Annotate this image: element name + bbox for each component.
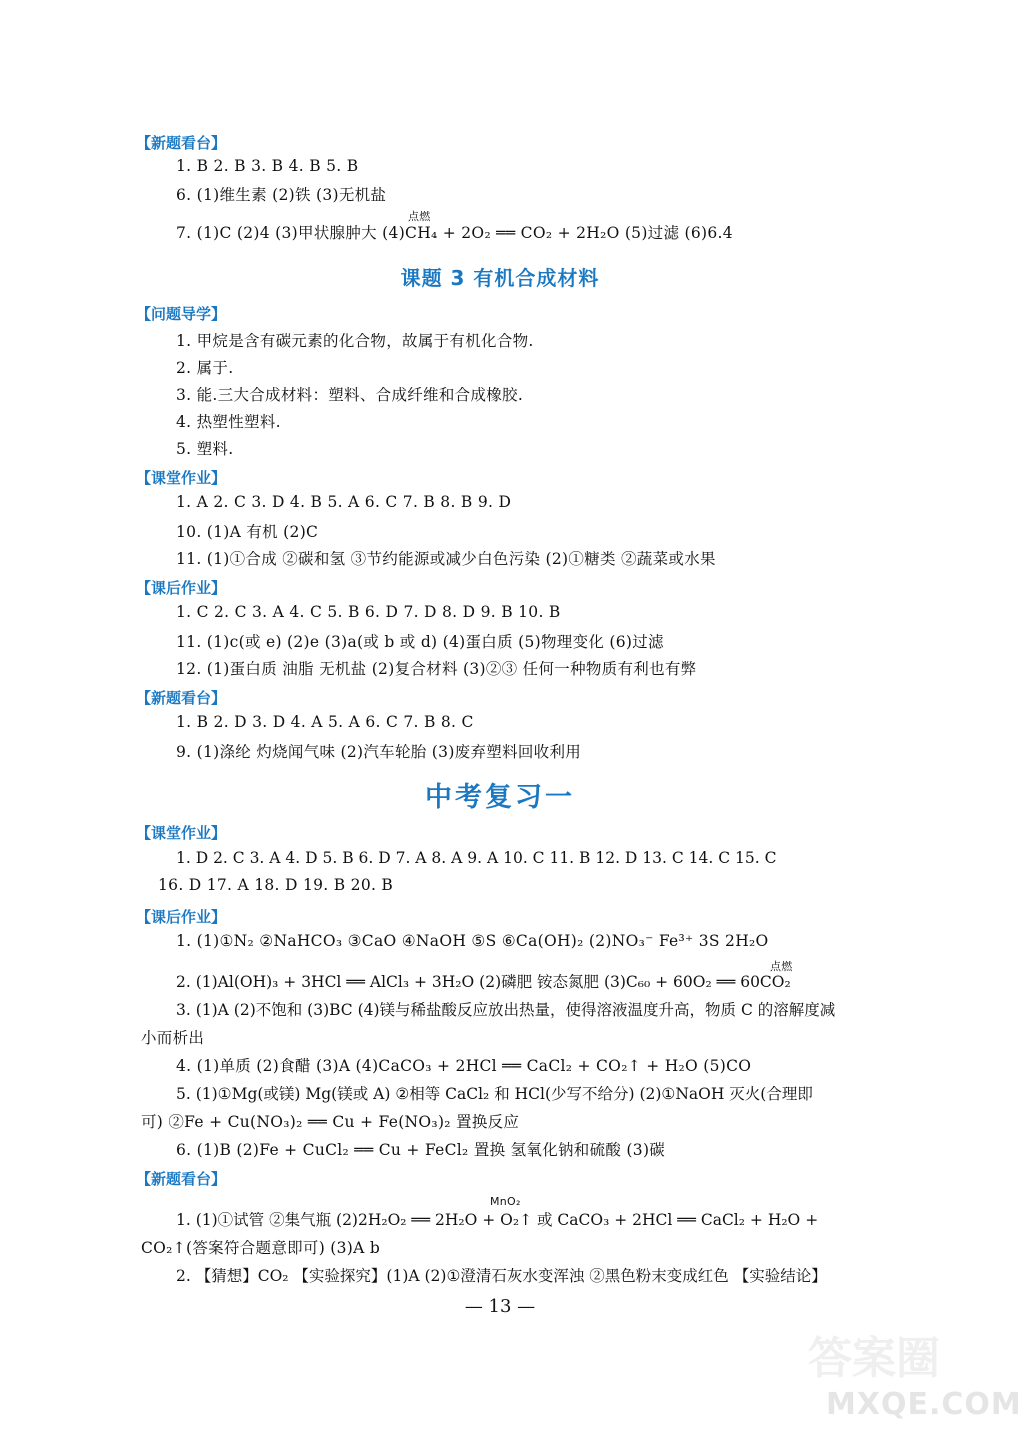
- lesson-title: 课题 3 有机合成材料: [400, 266, 600, 290]
- answer-line: 1. 甲烷是含有碳元素的化合物，故属于有机化合物.: [176, 332, 534, 350]
- answer-line: 1. B 2. D 3. D 4. A 5. A 6. C 7. B 8. C: [176, 713, 474, 731]
- section-tag: 【课堂作业】: [136, 824, 227, 842]
- answer-line: 6. (1)维生素 (2)铁 (3)无机盐: [176, 186, 387, 204]
- answer-line: 6. (1)B (2)Fe + CuCl₂ ══ Cu + FeCl₂ 置换 氢氧化钠和硫酸 (3)碳: [176, 1141, 666, 1159]
- answer-line: 1. (1)①N₂ ②NaHCO₃ ③CaO ④NaOH ⑤S ⑥Ca(OH)₂ (2)NO₃⁻ Fe³⁺ 3S 2H₂O: [176, 932, 769, 950]
- answer-line: 11. (1)①合成 ②碳和氢 ③节约能源或减少白色污染 (2)①糖类 ②蔬菜或水果: [176, 550, 716, 568]
- answer-line: 16. D 17. A 18. D 19. B 20. B: [158, 876, 394, 894]
- answer-line: 10. (1)A 有机 (2)C: [176, 523, 319, 541]
- section-tag: 【课后作业】: [136, 908, 227, 926]
- watermark-logo: [798, 1322, 1022, 1422]
- answer-line: CO₂↑(答案符合题意即可) (3)A b: [141, 1239, 381, 1257]
- answer-line: 11. (1)c(或 e) (2)e (3)a(或 b 或 d) (4)蛋白质 (5)物理变化 (6)过滤: [176, 633, 664, 651]
- answer-line: 2. (1)Al(OH)₃ + 3HCl ══ AlCl₃ + 3H₂O (2)磷肥 铵态氮肥 (3)C₆₀ + 60O₂ ══ 60CO₂: [176, 973, 791, 991]
- section-tag: 【新题看台】: [136, 1170, 227, 1188]
- section-tag: 【问题导学】: [136, 305, 227, 323]
- answer-line: 1. C 2. C 3. A 4. C 5. B 6. D 7. D 8. D 9. B 10. B: [176, 603, 561, 621]
- answer-line: 1. A 2. C 3. D 4. B 5. A 6. C 7. B 8. B 9. D: [176, 493, 512, 511]
- answer-line: 可) ②Fe + Cu(NO₃)₂ ══ Cu + Fe(NO₃)₂ 置换反应: [141, 1113, 520, 1131]
- answer-line: 1. D 2. C 3. A 4. D 5. B 6. D 7. A 8. A 9. A 10. C 11. B 12. D 13. C 14. C 15. C: [176, 849, 777, 867]
- answer-line: 3. 能.三大合成材料：塑料、合成纤维和合成橡胶.: [176, 386, 524, 404]
- section-tag: 【课堂作业】: [136, 469, 227, 487]
- answer-line: 4. (1)单质 (2)食醋 (3)A (4)CaCO₃ + 2HCl ══ CaCl₂ + CO₂↑ + H₂O (5)CO: [176, 1057, 752, 1075]
- page-number: — 13 —: [464, 1296, 536, 1317]
- reaction-condition: 点燃: [770, 960, 793, 973]
- answer-line: 3. (1)A (2)不饱和 (3)BC (4)镁与稀盐酸反应放出热量，使得溶液温度升高，物质 C 的溶解度减: [176, 1001, 836, 1019]
- answer-line: 小而析出: [141, 1029, 205, 1047]
- watermark-en: MXQE.COM: [826, 1387, 1022, 1422]
- answer-line: 2. 属于.: [176, 359, 234, 377]
- answer-line: 12. (1)蛋白质 油脂 无机盐 (2)复合材料 (3)②③ 任何一种物质有利也有弊: [176, 660, 697, 678]
- answer-line: 7. (1)C (2)4 (3)甲状腺肿大 (4)CH₄ + 2O₂ ══ CO₂ + 2H₂O (5)过滤 (6)6.4: [176, 224, 733, 242]
- watermark-cn: 答案圈: [808, 1333, 940, 1384]
- answer-line: 2. 【猜想】CO₂ 【实验探究】(1)A (2)①澄清石灰水变浑浊 ②黑色粉末变成红色 【实验结论】: [176, 1267, 827, 1285]
- answer-line: 1. B 2. B 3. B 4. B 5. B: [176, 157, 359, 175]
- section-tag: 【新题看台】: [136, 134, 227, 152]
- answer-line: 5. (1)①Mg(或镁) Mg(镁或 A) ②相等 CaCl₂ 和 HCl(少写不给分) (2)①NaOH 灭火(合理即: [176, 1085, 813, 1103]
- answer-line: 5. 塑料.: [176, 440, 234, 458]
- reaction-condition: 点燃: [408, 210, 431, 223]
- chapter-title: 中考复习一: [425, 782, 575, 813]
- section-tag: 【课后作业】: [136, 579, 227, 597]
- answer-line: 1. (1)①试管 ②集气瓶 (2)2H₂O₂ ══ 2H₂O + O₂↑ 或 CaCO₃ + 2HCl ══ CaCl₂ + H₂O +: [176, 1211, 819, 1229]
- section-tag: 【新题看台】: [136, 689, 227, 707]
- answer-line: 9. (1)涤纶 灼烧闻气味 (2)汽车轮胎 (3)废弃塑料回收利用: [176, 743, 582, 761]
- reaction-condition: MnO₂: [490, 1195, 521, 1208]
- answer-line: 4. 热塑性塑料.: [176, 413, 281, 431]
